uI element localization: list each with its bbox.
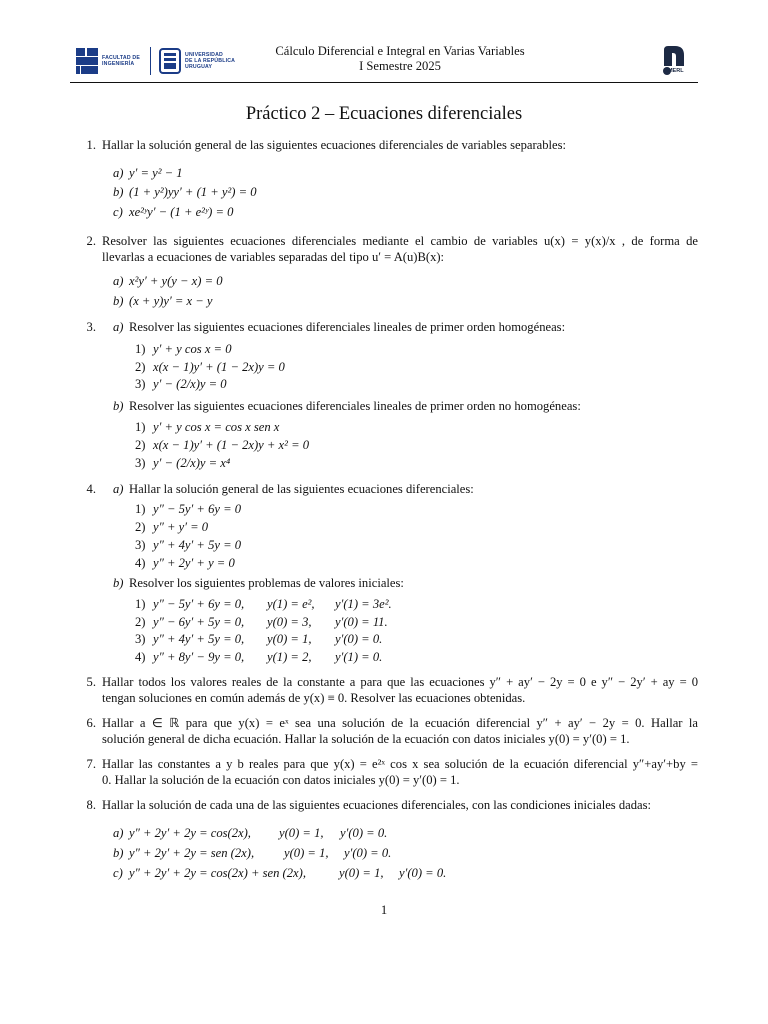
equation: y″ − 5y′ + 6y = 0 [153,502,242,516]
equation: y″ + 4y′ + 5y = 0 [153,538,242,552]
page-title: Práctico 2 – Ecuaciones diferenciales [245,104,523,124]
faculty-logo [76,48,140,74]
initial-condition: y(1) = e², [267,597,315,611]
exercise-text: Hallar las constantes a y b reales para que y(x) = e²ˣ cos x sea solución de la ecuación diferencial y″+ay′+by = [102,757,698,771]
initial-condition: y(0) = 1, [284,846,329,860]
exercise-number: 6. [86,716,96,730]
item-label: 2) [135,615,146,629]
university-logo-line-1: UNIVERSIDAD [185,51,223,58]
faculty-emblem-icon [76,48,98,74]
exercise-number: 5. [86,675,96,689]
part-text: Resolver las siguientes ecuaciones diferenciales lineales de primer orden homogéneas: [129,320,566,334]
exercise-text: tengan soluciones en común además de y(x) ≡ 0. Resolver las ecuaciones obtenidas. [102,691,526,705]
equation: y″ − 5y′ + 6y = 0, [153,597,245,611]
equation: y″ + 2y′ + y = 0 [153,556,235,570]
initial-condition: y(1) = 2, [267,650,312,664]
part-label: b) [113,399,124,413]
item-label: 2) [135,520,146,534]
exercise-text: Hallar todos los valores reales de la constante a para que las ecuaciones y″ + ay′ − 2y = 0 e y″ − 2y′ + ay = 0 [102,675,698,689]
initial-condition: y(0) = 1, [339,866,384,880]
initial-condition: y(0) = 3, [267,615,312,629]
exercise-text: Hallar la solución general de las siguientes ecuaciones diferenciales de variables separables: [102,138,567,152]
equation: y″ + 4y′ + 5y = 0, [153,632,245,646]
university-logo-line-3: URUGUAY [185,64,213,71]
initial-condition: y(0) = 1, [267,632,312,646]
initial-condition: y′(1) = 0. [335,650,383,664]
equation: y″ + y′ = 0 [153,520,209,534]
university-logo-line-2: DE LA REPÚBLICA [185,57,236,64]
logo-divider [150,47,151,75]
item-label: b) [113,185,124,199]
item-label: 3) [135,538,146,552]
equation: y′ + y cos x = cos x sen x [153,420,280,434]
item-label: 4) [135,650,146,664]
imerl-logo-text: IMERL [666,68,684,74]
part-text: Hallar la solución general de las siguientes ecuaciones diferenciales: [129,482,474,496]
item-label: 1) [135,597,146,611]
item-label: 1) [135,342,146,356]
equation: y′ − (2/x)y = 0 [153,377,227,391]
equation: y′ = y² − 1 [129,166,183,180]
course-header [190,44,610,74]
university-seal-icon [159,48,181,74]
equation: x(x − 1)y′ + (1 − 2x)y = 0 [153,360,285,374]
initial-condition: y′(0) = 0. [344,846,392,860]
exercise-number: 7. [86,757,96,771]
exercise-text: 0. Hallar la solución de la ecuación con datos iniciales y(0) = y′(0) = 1. [102,773,460,787]
equation: (x + y)y′ = x − y [129,294,213,308]
exercise-text: llevarlas a ecuaciones de variables separadas del tipo u′ = A(u)B(x): [102,250,445,264]
item-label: b) [113,846,124,860]
equation: y′ − (2/x)y = x⁴ [153,456,231,470]
equation: y″ + 2y′ + 2y = cos(2x) + sen (2x), [129,866,306,880]
initial-condition: y′(0) = 0. [340,826,388,840]
item-label: a) [113,166,124,180]
part-label: a) [113,482,124,496]
initial-condition: y′(0) = 0. [335,632,383,646]
header-rule [70,82,698,83]
exercise-text: Hallar a ∈ ℝ para que y(x) = eˣ sea una solución de la ecuación diferencial y″ + ay′ − 2y = 0. Hallar la [102,716,698,730]
item-label: a) [113,274,124,288]
equation: xe²ʸy′ − (1 + e²ʸ) = 0 [129,205,234,219]
item-label: 1) [135,502,146,516]
page-number: 1 [380,903,388,917]
exercise-text: Resolver las siguientes ecuaciones diferenciales mediante el cambio de variables u(x) = y(x)/x , de forma de [102,234,698,248]
item-label: a) [113,826,124,840]
exercise-text: Hallar la solución de cada una de las siguientes ecuaciones diferenciales, con las condiciones iniciales dadas: [102,798,652,812]
exercise-number: 3. [86,320,96,334]
item-label: 3) [135,377,146,391]
part-text: Resolver los siguientes problemas de valores iniciales: [129,576,404,590]
item-label: 2) [135,438,146,452]
part-label: b) [113,576,124,590]
part-label: a) [113,320,124,334]
exercise-text: solución general de dicha ecuación. Hallar la solución de la ecuación con datos iniciales y(0) = y′(0) = 1. [102,732,630,746]
item-label: 3) [135,456,146,470]
course-title: Cálculo Diferencial e Integral en Varias Variables [275,44,525,58]
equation: (1 + y²)yy′ + (1 + y²) = 0 [129,185,257,199]
faculty-logo-line-2: INGENIERÍA [102,61,135,67]
item-label: c) [113,205,123,219]
equation: y″ + 8y′ − 9y = 0, [153,650,245,664]
item-label: 3) [135,632,146,646]
equation: y″ − 6y′ + 5y = 0, [153,615,245,629]
semester-label: I Semestre 2025 [359,59,441,73]
faculty-logo-line-1: FACULTAD DE [102,54,141,61]
exercise-number: 2. [86,234,96,248]
exercise-number: 4. [86,482,96,496]
item-label: 1) [135,420,146,434]
initial-condition: y′(0) = 0. [399,866,447,880]
equation: y″ + 2y′ + 2y = sen (2x), [129,846,255,860]
item-label: b) [113,294,124,308]
initial-condition: y(0) = 1, [279,826,324,840]
initial-condition: y′(1) = 3e². [335,597,392,611]
exercise-number: 1. [86,138,96,152]
equation: y″ + 2y′ + 2y = cos(2x), [129,826,251,840]
part-text: Resolver las siguientes ecuaciones diferenciales lineales de primer orden no homogéneas: [129,399,581,413]
item-label: 4) [135,556,146,570]
item-label: 2) [135,360,146,374]
equation: x(x − 1)y′ + (1 − 2x)y + x² = 0 [153,438,310,452]
exercise-number: 8. [86,798,96,812]
initial-condition: y′(0) = 11. [335,615,388,629]
equation: x²y′ + y(y − x) = 0 [129,274,223,288]
equation: y′ + y cos x = 0 [153,342,232,356]
item-label: c) [113,866,123,880]
